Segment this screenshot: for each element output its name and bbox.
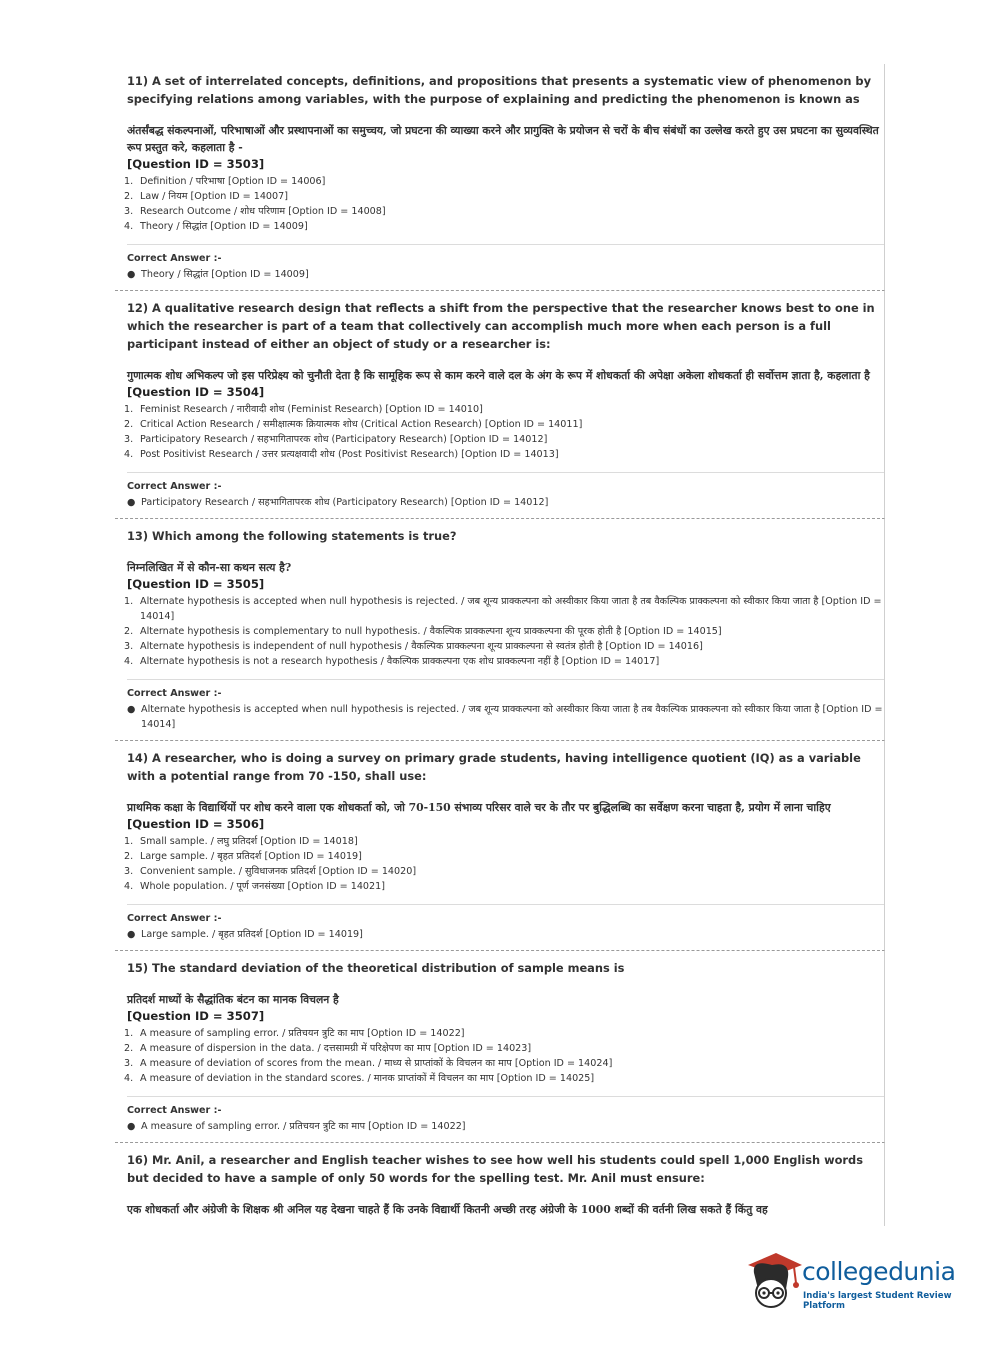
option-item: 1. Small sample. / लघु प्रतिदर्श [Option ID = 14018] bbox=[124, 836, 358, 847]
option-item: 3. Participatory Research / सहभागितापरक शोध (Participatory Research) [Option ID = 14012] bbox=[124, 434, 548, 445]
question-text: 16) Mr. Anil, a researcher and English teacher wishes to see how well his students could spell 1,000 English words but decided to have a sample of only 50 words for the spelling test. Mr. Anil must ensure: bbox=[127, 1153, 863, 1185]
question-text: 15) The standard deviation of the theoretical distribution of sample means is bbox=[127, 961, 625, 975]
question-list bbox=[115, 64, 885, 1226]
option-item: 1. Feminist Research / नारीवादी शोध (Feminist Research) [Option ID = 14010] bbox=[124, 404, 483, 415]
correct-answer-section bbox=[127, 1096, 884, 1134]
logo-tagline: India's largest Student Review Platform bbox=[803, 1291, 952, 1311]
bullet-icon: ● bbox=[127, 269, 136, 280]
options-list bbox=[124, 174, 884, 234]
option-item: 3. Convenient sample. / सुविधाजनक प्रतिदर्श [Option ID = 14020] bbox=[124, 866, 417, 877]
question-text-hindi: अंतर्संबद्ध संकल्पनाओं, परिभाषाओं और प्रस्थापनाओं का समुच्चय, जो प्रघटना की व्याख्या करने और प्रागुक्ति के प्रयोजन से चरों के बीच संबंधों का उल्लेख करते हुए उस प्रघटना का सुव्यवस्थित रूप प्रस्तुत करे, कहलाता है - bbox=[127, 124, 879, 154]
question-id: [Question ID = 3505] bbox=[127, 577, 265, 591]
correct-answer-label: Correct Answer :- bbox=[127, 913, 222, 924]
option-item: 2. A measure of dispersion in the data. / दत्तसामग्री में परिक्षेपण का माप [Option ID = 14023] bbox=[124, 1043, 532, 1054]
correct-answer-label: Correct Answer :- bbox=[127, 481, 222, 492]
correct-answer: ● Participatory Research / सहभागितापरक शोध (Participatory Research) [Option ID = 14012] bbox=[127, 497, 549, 508]
option-item: 2. Alternate hypothesis is complementary to null hypothesis. / वैकल्पिक प्राक्कल्पना शून्य प्राक्कल्पना की पूरक होती है [Option ID = 14015] bbox=[124, 626, 722, 637]
correct-answer-section bbox=[127, 244, 884, 282]
correct-answer: ● A measure of sampling error. / प्रतिचयन त्रुटि का माप [Option ID = 14022] bbox=[127, 1121, 466, 1132]
collegedunia-logo bbox=[742, 1247, 972, 1317]
question-text-hindi: प्राथमिक कक्षा के विद्यार्थियों पर शोध करने वाला एक शोधकर्ता को, जो 70-150 संभाव्य परिसर वाले चर के तौर पर बुद्धिलब्धि का सर्वेक्षण करना चाहता है, प्रयोग में लाना चाहिए bbox=[127, 801, 831, 814]
question-block-11 bbox=[115, 64, 885, 291]
question-id: [Question ID = 3507] bbox=[127, 1009, 265, 1023]
correct-answer-label: Correct Answer :- bbox=[127, 253, 222, 264]
option-item: 2. Law / नियम [Option ID = 14007] bbox=[124, 191, 288, 202]
question-block-16 bbox=[115, 1143, 885, 1226]
option-item: 3. Research Outcome / शोध परिणाम [Option ID = 14008] bbox=[124, 206, 386, 217]
mascot-icon bbox=[742, 1249, 804, 1313]
bullet-icon: ● bbox=[127, 704, 136, 715]
options-list bbox=[124, 834, 884, 894]
option-item: 3. A measure of deviation of scores from the mean. / माध्य से प्राप्तांकों के विचलन का माप [Option ID = 14024] bbox=[124, 1058, 613, 1069]
option-item: 1. A measure of sampling error. / प्रतिचयन त्रुटि का माप [Option ID = 14022] bbox=[124, 1028, 465, 1039]
correct-answer-section bbox=[127, 679, 884, 732]
question-block-13 bbox=[115, 519, 885, 741]
correct-answer-section bbox=[127, 904, 884, 942]
options-list bbox=[124, 1026, 884, 1086]
option-item: 3. Alternate hypothesis is independent of null hypothesis / वैकल्पिक प्राक्कल्पना शून्य प्राक्कल्पना से स्वतंत्र होती है [Option ID = 14016] bbox=[124, 641, 703, 652]
bullet-icon: ● bbox=[127, 929, 136, 940]
option-item: 2. Large sample. / बृहत प्रतिदर्श [Option ID = 14019] bbox=[124, 851, 362, 862]
question-text-hindi: एक शोधकर्ता और अंग्रेजी के शिक्षक श्री अनिल यह देखना चाहते हैं कि उनके विद्यार्थी कितनी अच्छी तरह अंग्रेजी के 1000 शब्दों की वर्तनी लिख सकते हैं किंतु वह bbox=[127, 1203, 768, 1216]
option-item: 4. Post Positivist Research / उत्तर प्रत्यक्षवादी शोध (Post Positivist Research) [Option ID = 14013] bbox=[124, 449, 559, 460]
options-list bbox=[124, 402, 884, 462]
question-text-hindi: निम्नलिखित में से कौन-सा कथन सत्य है? bbox=[127, 561, 292, 574]
option-item: 2. Critical Action Research / समीक्षात्मक क्रियात्मक शोध (Critical Action Research) [Option ID = 14011] bbox=[124, 419, 583, 430]
correct-answer: ● Alternate hypothesis is accepted when null hypothesis is rejected. / जब शून्य प्राक्कल्पना को अस्वीकार किया जाता है तब वैकल्पिक प्राक्कल्पना को स्वीकार किया जाता है [Option ID = 14014] bbox=[127, 704, 883, 730]
bullet-icon: ● bbox=[127, 1121, 136, 1132]
question-id: [Question ID = 3504] bbox=[127, 385, 265, 399]
option-item: 4. A measure of deviation in the standard scores. / मानक प्राप्तांकों में विचलन का माप [Option ID = 14025] bbox=[124, 1073, 595, 1084]
question-text: 11) A set of interrelated concepts, definitions, and propositions that presents a systematic view of phenomenon by specifying relations among variables, with the purpose of explaining and predicting the phenomenon is known as bbox=[127, 74, 872, 106]
question-text: 13) Which among the following statements is true? bbox=[127, 529, 457, 543]
option-item: 4. Whole population. / पूर्ण जनसंख्या [Option ID = 14021] bbox=[124, 881, 385, 892]
correct-answer: ● Theory / सिद्धांत [Option ID = 14009] bbox=[127, 269, 309, 280]
option-item: 1. Alternate hypothesis is accepted when null hypothesis is rejected. / जब शून्य प्राक्कल्पना को अस्वीकार किया जाता है तब वैकल्पिक प्राक्कल्पना को स्वीकार किया जाता है [Option ID = 14014] bbox=[124, 596, 882, 622]
option-item: 1. Definition / परिभाषा [Option ID = 14006] bbox=[124, 176, 326, 187]
question-block-15 bbox=[115, 951, 885, 1143]
correct-answer: ● Large sample. / बृहत प्रतिदर्श [Option ID = 14019] bbox=[127, 929, 363, 940]
question-block-12 bbox=[115, 291, 885, 519]
correct-answer-section bbox=[127, 472, 884, 510]
bullet-icon: ● bbox=[127, 497, 136, 508]
option-item: 4. Alternate hypothesis is not a research hypothesis / वैकल्पिक प्राक्कल्पना एक शोध प्राक्कल्पना नहीं है [Option ID = 14017] bbox=[124, 656, 660, 667]
question-text-hindi: गुणात्मक शोध अभिकल्प जो इस परिप्रेक्ष्य को चुनौती देता है कि सामूहिक रूप से काम करने वाले दल के अंग के रूप में शोधकर्ता की अपेक्षा अकेला शोधकर्ता ही सर्वोत्तम ज्ञाता है, कहलाता है bbox=[127, 369, 870, 382]
correct-answer-label: Correct Answer :- bbox=[127, 688, 222, 699]
question-text: 14) A researcher, who is doing a survey on primary grade students, having intelligence quotient (IQ) as a variable with a potential range from 70 -150, shall use: bbox=[127, 751, 861, 783]
question-text-hindi: प्रतिदर्श माध्यों के सैद्धांतिक बंटन का मानक विचलन है bbox=[127, 993, 339, 1006]
question-block-14 bbox=[115, 741, 885, 951]
question-text: 12) A qualitative research design that reflects a shift from the perspective that the researcher knows best to one in which the researcher is part of a team that collectively can accomplish much more when each person is a full participant instead of either an object of study or a researcher is: bbox=[127, 301, 875, 351]
logo-wordmark: collegedunia bbox=[802, 1257, 956, 1286]
question-id: [Question ID = 3503] bbox=[127, 157, 265, 171]
option-item: 4. Theory / सिद्धांत [Option ID = 14009] bbox=[124, 221, 308, 232]
correct-answer-label: Correct Answer :- bbox=[127, 1105, 222, 1116]
options-list bbox=[124, 594, 884, 669]
question-id: [Question ID = 3506] bbox=[127, 817, 265, 831]
